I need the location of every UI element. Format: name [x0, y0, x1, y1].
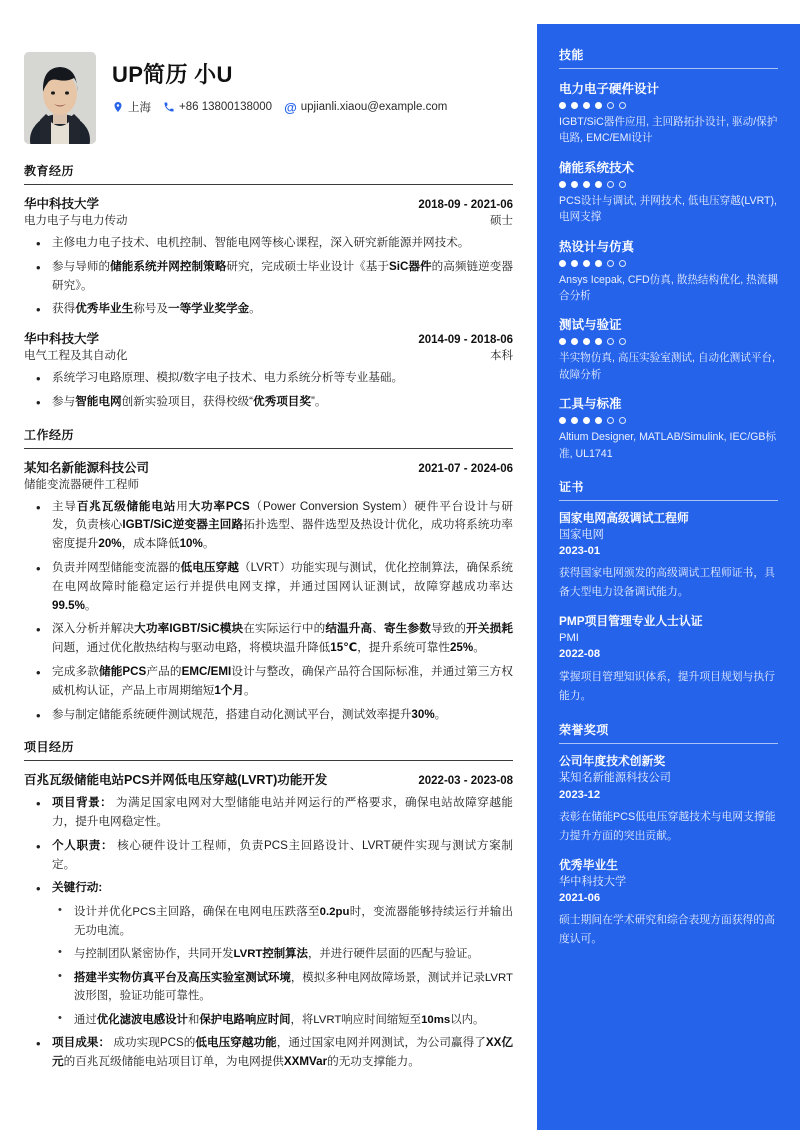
- bullet-item: [24, 794, 513, 832]
- section-education-title: 教育经历: [24, 164, 75, 178]
- certificate-description: 获得国家电网颁发的高级调试工程师证书，具备大型电力设备调试能力。: [559, 567, 775, 599]
- rating-dot-filled: [595, 338, 602, 345]
- rating-dot-filled: [583, 102, 590, 109]
- award-name: 优秀毕业生: [559, 857, 618, 872]
- bullet-item: • 完成多款储能PCS产品的EMC/EMI设计与整改，确保产品符合国际标准，并通过第三方权威机构认证，产品上市周期缩短1个月。: [24, 663, 513, 701]
- section-work-title: 工作经历: [24, 427, 75, 442]
- award-date: 2021-06: [559, 891, 601, 904]
- certificate-date: 2023-01: [559, 545, 601, 558]
- rating-dot-empty: [607, 181, 614, 188]
- resume-sidebar: [537, 24, 800, 1130]
- entry-date: 2014-09 - 2018-06: [418, 334, 513, 347]
- bullet-item: • 参与智能电网创新实验项目，获得校级“优秀项目奖”。: [24, 393, 513, 412]
- bullet-item: • 负责并网型储能变流器的低电压穿越（LVRT）功能实现与测试，优化控制算法，确保系统在电网故障时能稳定运行并提供电网支撑，并通过国网认证测试，故障穿越成功率达99.5%。: [24, 559, 513, 615]
- rating-dot-filled: [559, 338, 566, 345]
- sidebar-certificates-title: 证书: [559, 480, 584, 495]
- skill-rating: [559, 338, 778, 345]
- entry-header-row: [24, 329, 513, 347]
- sub-bullet-item: • 通过优化滤波电感设计和保护电路响应时间，将LVRT响应时间缩短至10ms以内。: [52, 1011, 513, 1029]
- section-projects-title: 项目经历: [24, 740, 75, 755]
- sub-bullet-item: • 与控制团队紧密协作，共同开发LVRT控制算法，并进行硬件层面的匹配与验证。: [52, 945, 513, 963]
- contact-email-value: upjianli.xiaou@example.com: [300, 101, 448, 114]
- divider: [24, 760, 513, 761]
- skill-item: [559, 394, 778, 462]
- location-pin-icon: [112, 101, 124, 113]
- award-description: 硕士期间在学术研究和综合表现方面获得的高度认可。: [559, 913, 775, 945]
- certificate-organization: 国家电网: [559, 528, 604, 541]
- rating-dot-empty: [607, 417, 614, 424]
- email-at-icon: @: [284, 99, 297, 115]
- rating-dot-empty: [619, 102, 626, 109]
- award-name: 公司年度技术创新奖: [559, 754, 666, 769]
- rating-dot-empty: [607, 260, 614, 267]
- entry-subtitle-row: [24, 212, 513, 228]
- divider: [24, 184, 513, 185]
- rating-dot-filled: [571, 338, 578, 345]
- bullet-item: [24, 837, 513, 875]
- sub-bullet-item: • 设计并优化PCS主回路，确保在电网电压跌落至0.2pu时，变流器能够持续运行并输出无功电流。: [52, 903, 513, 940]
- skill-item: [559, 315, 778, 383]
- entry-project-name: 百兆瓦级储能电站PCS并网低电压穿越(LVRT)功能开发: [24, 773, 328, 788]
- bullet-item: • 参与导师的储能系统并网控制策略研究，完成硕士毕业设计《基于SiC器件的高频链逆变器研究》。: [24, 258, 513, 296]
- skill-item: [559, 237, 778, 305]
- award-organization: 某知名新能源科技公司: [559, 772, 671, 785]
- entry-bullets: [24, 794, 513, 1071]
- rating-dot-filled: [595, 181, 602, 188]
- sub-bullets: [52, 903, 513, 1029]
- rating-dot-empty: [619, 260, 626, 267]
- entry-organization: 某知名新能源科技公司: [24, 460, 150, 475]
- bullet-text: 关键行动:: [52, 881, 103, 895]
- profile-header: [24, 52, 513, 144]
- skill-item: [559, 79, 778, 147]
- rating-dot-filled: [559, 260, 566, 267]
- rating-dot-empty: [607, 338, 614, 345]
- skill-rating: [559, 181, 778, 188]
- sub-bullet-item: • 搭建半实物仿真平台及高压实验室测试环境，模拟多种电网故障场景，测试并记录LVRT波形图，验证功能可靠性。: [52, 969, 513, 1006]
- phone-icon: [163, 101, 175, 113]
- entry-bullets: [24, 234, 513, 319]
- rating-dot-filled: [583, 338, 590, 345]
- rating-dot-filled: [595, 417, 602, 424]
- rating-dot-filled: [583, 417, 590, 424]
- divider: [559, 500, 778, 501]
- certificate-list: [559, 511, 778, 705]
- bullet-item: • 主修电力电子技术、电机控制、智能电网等核心课程，深入研究新能源并网技术。: [24, 234, 513, 253]
- rating-dot-filled: [559, 181, 566, 188]
- sidebar-skills-title: 技能: [559, 48, 584, 62]
- certificate-date: 2022-08: [559, 648, 601, 661]
- page-title: UP简历 小U: [112, 62, 233, 87]
- entry-bullets: [24, 369, 513, 412]
- rating-dot-filled: [559, 417, 566, 424]
- education-entry: [24, 194, 513, 319]
- project-entries: [24, 770, 513, 1071]
- contact-email[interactable]: [284, 101, 447, 114]
- bullet-text: 项目背景： 为满足国家电网对大型储能电站并网运行的严格要求，确保电站故障穿越能力，提升电网稳定性。: [52, 796, 513, 829]
- divider: [24, 448, 513, 449]
- rating-dot-empty: [607, 102, 614, 109]
- portrait-photo-icon: [24, 52, 96, 144]
- award-description: 表彰在储能PCS低电压穿越技术与电网支撑能力提升方面的突出贡献。: [559, 810, 776, 842]
- certificate-organization: PMI: [559, 632, 579, 645]
- award-date: 2023-12: [559, 788, 601, 801]
- skill-name: 工具与标准: [559, 397, 622, 412]
- sidebar-awards-title: 荣誉奖项: [559, 723, 609, 738]
- entry-organization: 华中科技大学: [24, 197, 100, 211]
- work-entries: [24, 458, 513, 725]
- divider: [559, 68, 778, 69]
- rating-dot-filled: [595, 260, 602, 267]
- award-item: [559, 858, 778, 949]
- skill-item: [559, 158, 778, 226]
- rating-dot-filled: [571, 102, 578, 109]
- bullet-text: 项目成果： 成功实现PCS的低电压穿越功能，通过国家电网并网测试，为公司赢得了XX亿元的百兆瓦级储能电站项目订单，为电网提供XXMVar的无功支撑能力。: [52, 1036, 513, 1068]
- skill-name: 储能系统技术: [559, 160, 635, 175]
- rating-dot-filled: [583, 181, 590, 188]
- bullet-item: [24, 879, 513, 1029]
- section-projects: [24, 738, 513, 1071]
- entry-header-row: [24, 770, 513, 788]
- section-education: [24, 162, 513, 412]
- entry-organization: 华中科技大学: [24, 332, 100, 347]
- bullet-item: • 深入分析并解决大功率IGBT/SiC模块在实际运行中的结温升高、寄生参数导致的开关损耗问题，通过优化散热结构与驱动电路，将模块温升降低15℃，提升系统可靠性25%。: [24, 620, 513, 658]
- rating-dot-empty: [619, 181, 626, 188]
- award-list: [559, 754, 778, 948]
- skill-rating: [559, 417, 778, 424]
- skill-description: Altium Designer, MATLAB/Simulink, IEC/GB标准, UL1741: [559, 431, 777, 460]
- award-organization: 华中科技大学: [559, 875, 627, 888]
- profile-header-text: [112, 52, 454, 115]
- bullet-item: [24, 1034, 513, 1072]
- entry-major: 电力电子与电力传动: [24, 215, 128, 227]
- rating-dot-filled: [571, 260, 578, 267]
- award-item: [559, 754, 778, 845]
- skill-name: 电力电子硬件设计: [559, 82, 660, 96]
- certificate-item: [559, 511, 778, 602]
- rating-dot-filled: [559, 102, 566, 109]
- rating-dot-empty: [619, 338, 626, 345]
- work-entry: [24, 458, 513, 725]
- skill-description: Ansys Icepak, CFD仿真, 散热结构优化, 热流耦合分析: [559, 273, 778, 303]
- entry-role: 储能变流器硬件工程师: [24, 478, 139, 491]
- education-entries: [24, 194, 513, 412]
- bullet-text: 个人职责： 核心硬件设计工程师，负责PCS主回路设计、LVRT硬件实现与测试方案制定。: [52, 838, 513, 871]
- skill-description: 半实物仿真, 高压实验室测试, 自动化测试平台, 故障分析: [559, 352, 775, 381]
- certificate-description: 掌握项目管理知识体系，提升项目规划与执行能力。: [559, 670, 775, 702]
- certificate-item: [559, 614, 778, 705]
- sidebar-section-awards: [559, 721, 778, 948]
- entry-subtitle-row: [24, 347, 513, 363]
- entry-date: 2022-03 - 2023-08: [418, 775, 513, 788]
- entry-degree: 硕士: [490, 215, 513, 227]
- certificate-name: PMP项目管理专业人士认证: [559, 614, 703, 629]
- rating-dot-filled: [571, 181, 578, 188]
- education-entry: [24, 329, 513, 412]
- sidebar-section-certificates: [559, 478, 778, 705]
- entry-date: 2018-09 - 2021-06: [418, 199, 513, 211]
- rating-dot-empty: [619, 417, 626, 424]
- skill-name: 测试与验证: [559, 318, 622, 333]
- contact-list: [112, 99, 454, 115]
- entry-header-row: [24, 194, 513, 212]
- project-entry: [24, 770, 513, 1071]
- avatar: [24, 52, 96, 144]
- contact-phone: [163, 101, 272, 113]
- skill-list: [559, 79, 778, 462]
- skill-description: IGBT/SiC器件应用, 主回路拓扑设计, 驱动/保护电路, EMC/EMI设计: [559, 116, 778, 145]
- rating-dot-filled: [571, 417, 578, 424]
- rating-dot-filled: [583, 260, 590, 267]
- skill-description: PCS设计与调试, 并网技术, 低电压穿越(LVRT), 电网支撑: [559, 194, 777, 224]
- divider: [559, 743, 778, 744]
- entry-date: 2021-07 - 2024-06: [418, 462, 513, 475]
- rating-dot-filled: [595, 102, 602, 109]
- entry-degree: 本科: [490, 350, 513, 363]
- certificate-name: 国家电网高级调试工程师: [559, 511, 689, 526]
- contact-location: [112, 99, 151, 115]
- skill-rating: [559, 102, 778, 109]
- skill-name: 热设计与仿真: [559, 239, 635, 254]
- skill-rating: [559, 260, 778, 267]
- contact-phone-value: +86 13800138000: [179, 101, 273, 114]
- section-work: [24, 426, 513, 725]
- entry-bullets: [24, 498, 513, 725]
- entry-major: 电气工程及其自动化: [24, 350, 128, 363]
- bullet-item: • 系统学习电路原理、模拟/数字电子技术、电力系统分析等专业基础。: [24, 369, 513, 388]
- entry-header-row: [24, 458, 513, 476]
- bullet-item: • 获得优秀毕业生称号及一等学业奖学金。: [24, 300, 513, 319]
- sidebar-section-skills: [559, 46, 778, 462]
- bullet-item: • 参与制定储能系统硬件测试规范，搭建自动化测试平台，测试效率提升30%。: [24, 706, 513, 725]
- bullet-item: • 主导百兆瓦级储能电站用大功率PCS（Power Conversion System）硬件平台设计与研发，负责核心IGBT/SiC逆变器主回路拓扑选型、器件选型及热设计优化，成功将系统功率密度提升20%，成本降低10%。: [24, 498, 513, 554]
- contact-location-value: 上海: [128, 102, 151, 115]
